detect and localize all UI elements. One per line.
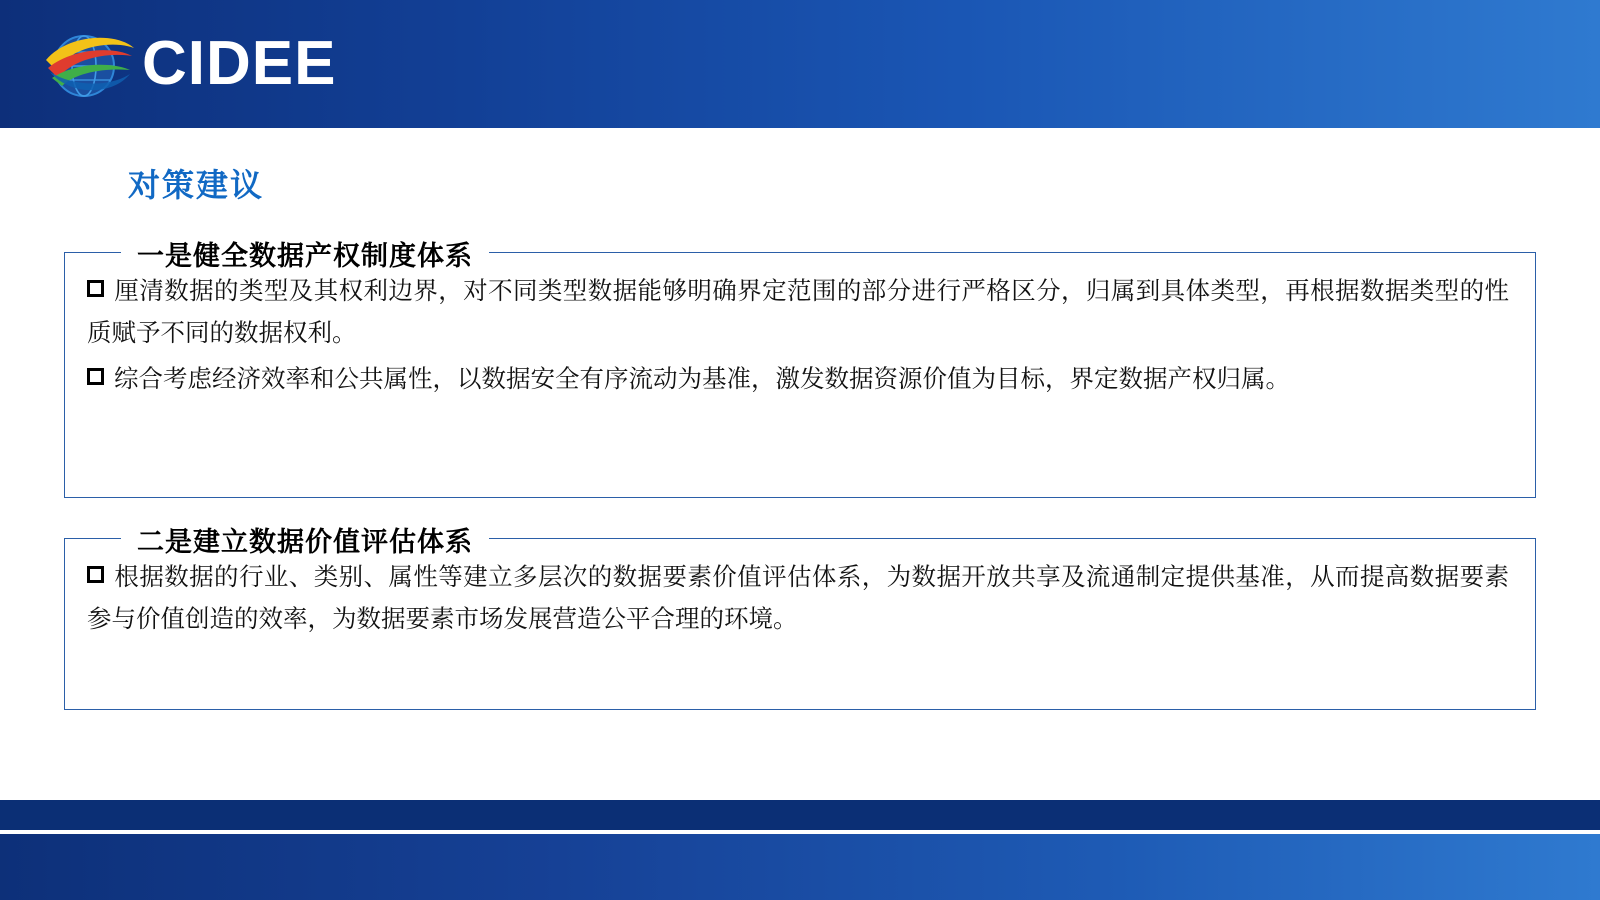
header-bar [0, 0, 1600, 128]
content-panel-1 [64, 241, 1536, 498]
page-title: 对策建议 [128, 167, 265, 203]
content-panel-2 [64, 527, 1536, 710]
panel-1-body [65, 253, 1535, 415]
panel-1-paragraph-1 [87, 271, 1509, 355]
panel-1-paragraph-2 [87, 359, 1509, 401]
panel-1-paragraph-1-text: 厘清数据的类型及其权利边界，对不同类型数据能够明确界定范围的部分进行严格区分，归属到具体类型，再根据数据类型的性质赋予不同的数据权利。 [87, 278, 1509, 348]
footer-accent-bar [0, 800, 1600, 830]
square-bullet-icon [87, 368, 104, 385]
panel-1-paragraph-2-text: 综合考虑经济效率和公共属性，以数据安全有序流动为基准，激发数据资源价值为目标，界定数据产权归属。 [114, 366, 1290, 394]
square-bullet-icon [87, 280, 104, 297]
cidee-globe-logo-icon [42, 26, 138, 102]
panel-2-paragraph-1 [87, 557, 1509, 641]
brand-logo [42, 26, 336, 102]
footer-bar [0, 834, 1600, 900]
panel-1-heading: 一是健全数据产权制度体系 [121, 234, 489, 273]
panel-2-heading: 二是建立数据价值评估体系 [121, 520, 489, 559]
square-bullet-icon [87, 566, 104, 583]
panel-2-paragraph-1-text: 根据数据的行业、类别、属性等建立多层次的数据要素价值评估体系，为数据开放共享及流通制定提供基准，从而提高数据要素参与价值创造的效率，为数据要素市场发展营造公平合理的环境。 [87, 564, 1509, 634]
brand-name: CIDEE [142, 29, 337, 98]
